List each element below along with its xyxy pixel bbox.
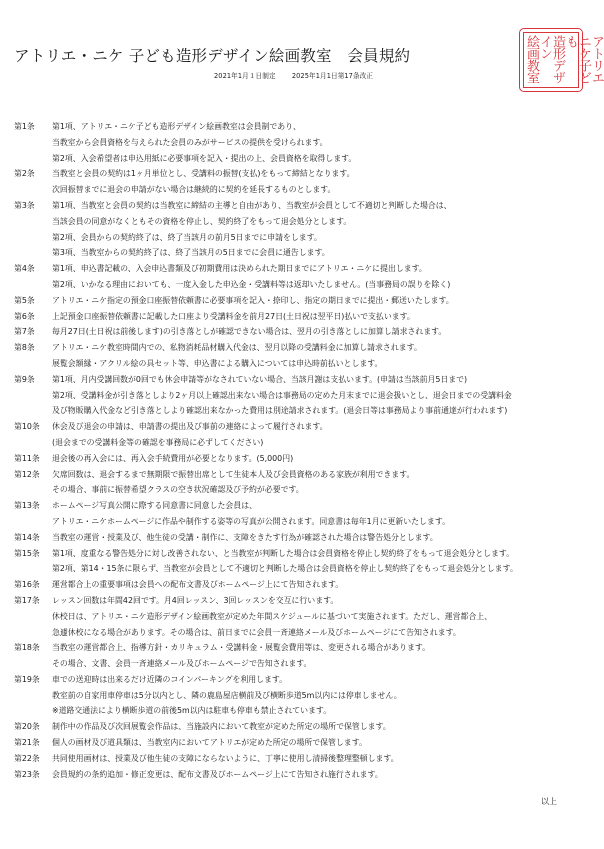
article-line: 当教室の運営都合上、指導方針・カリキュラム・受講料金・展覧会費用等は、変更される場合があります。	[52, 643, 431, 653]
article-number: 第20条	[14, 722, 40, 732]
article-body	[52, 166, 589, 198]
article-line: 休会及び退会の申請は、申請書の提出及び事前の連絡によって履行されます。	[52, 422, 328, 432]
article-line: 共同使用画材は、授業及び他生徒の支障にならないように、丁寧に使用し清掃後整理整頓します。	[52, 753, 399, 763]
article-line: 第1項、アトリエ・ニケ子ども造形デザイン絵画教室は会員制であり、	[52, 122, 301, 131]
article-line: 第1項、当教室と会員の契約は当教室に締結の主導と自由があり、当教室が会員として不適切と判断した場合は、	[52, 200, 452, 210]
article-number: 第3条	[14, 200, 35, 210]
article	[14, 593, 589, 640]
article-body	[52, 419, 589, 451]
article-number: 第1条	[14, 122, 35, 131]
article-body	[52, 546, 589, 578]
article-body	[52, 293, 589, 309]
article-line: 運営都合上の重要事項は会員への配布文書及びホームページ上にて告知されます。	[52, 580, 344, 590]
article	[14, 309, 589, 325]
article-number: 第17条	[14, 595, 40, 605]
date-line	[214, 70, 514, 80]
article-number: 第6条	[14, 311, 35, 321]
article-line: 当教室の運営・授業及び、他生徒の受講・制作に、支障をきたす行為が確認された場合は警告処分とします。	[52, 532, 438, 542]
article	[14, 293, 589, 309]
article-body	[52, 767, 589, 783]
article-body	[52, 672, 589, 719]
article-number: 第9条	[14, 374, 35, 384]
page-title: アトリエ・ニケ 子ども造形デザイン絵画教室 会員規約	[14, 47, 411, 65]
seal-column: 造形デザイン	[537, 35, 565, 83]
article-line: アトリエ・ニケ指定の預金口座振替依頼書に必要事項を記入・捺印し、指定の期日までに提出・郵送いたします。	[52, 295, 454, 305]
article	[14, 166, 589, 198]
article-number: 第22条	[14, 753, 40, 763]
article-line: 教室前の自家用車停車は5分以内とし、隣の鹿島屋店横前及び横断歩道5m以内には停車しません。	[52, 690, 402, 700]
article-number: 第21条	[14, 738, 40, 748]
article-body	[52, 309, 589, 325]
article-line: 展覧会額縁・アクリル絵の具セット等、申込書による購入については申込時前払いとします。	[52, 358, 383, 368]
article-line: 急遽休校になる場合があります。その場合は、前日までに会員一斉連絡メール及びホームページにて告知されます。	[52, 627, 461, 637]
article	[14, 419, 589, 451]
article-body	[52, 119, 589, 166]
article	[14, 672, 589, 719]
article	[14, 767, 589, 783]
article-line: 第2項、会員からの契約終了は、終了当該月の前月5日までに申請をします。	[52, 232, 322, 242]
article-number: 第2条	[14, 169, 35, 179]
article-body	[52, 735, 589, 751]
article-line: その場合、文書、会員一斉連絡メール及びホームページで告知されます。	[52, 659, 312, 669]
article-line: 次回振替までに退会の申請がない場合は継続的に契約を延長するものとします。	[52, 185, 336, 195]
article-body	[52, 324, 589, 340]
article-line: 当教室から会員資格を与えられた会員のみがサービスの提供を受けられます。	[52, 137, 328, 147]
article	[14, 451, 589, 467]
article	[14, 719, 589, 735]
seal-stamp	[519, 28, 604, 92]
article-line: 第1項、申込書記載の、入会申込書類及び初期費用は決められた期日までにアトリエ・ニケに提出します。	[52, 264, 427, 274]
article-line: その場合、事前に振替希望クラスの空き状況確認及び予約が必要です。	[52, 485, 304, 495]
articles-list	[14, 119, 589, 782]
article-number: 第13条	[14, 501, 40, 511]
revised-date: 2025年1月1日第17条改正	[291, 72, 374, 80]
article-number: 第23条	[14, 769, 40, 779]
article-line: ※道路交通法により横断歩道の前後5m以内は駐車も停車も禁止されています。	[52, 706, 332, 716]
article	[14, 546, 589, 578]
article-body	[52, 467, 589, 499]
article-line: 及び物販購入代金など引き落としより確認出来なかった費用は別途請求されます。(退会日等は事務局より事前通達が行われます)	[52, 406, 508, 416]
enacted-date: 2021年1月１日制定	[214, 72, 276, 80]
article-line: (退会までの受講料金等の確認を事務局に必ずしてください)	[52, 437, 264, 447]
article	[14, 324, 589, 340]
article-number: 第15条	[14, 548, 40, 558]
article-body	[52, 751, 589, 767]
article-line: 第2項、受講料金が引き落としより2ヶ月以上確認出来ない場合は事務局の定めた月末までに退会扱いとし、退会日までの受講料金	[52, 390, 512, 400]
article-line: アトリエ・ニケホームページに作品や制作する姿等の写真が公開されます。同意書は毎年1月に更新いたします。	[52, 516, 450, 526]
article-line: 第1項、度重なる警告処分に対し改善されない、と当教室が判断した場合は会員資格を停止し契約終了をもって退会処分とします。	[52, 548, 515, 558]
article	[14, 498, 589, 530]
article	[14, 261, 589, 293]
article	[14, 735, 589, 751]
article	[14, 372, 589, 419]
article-line: 第2項、入会希望者は申込用紙に必要事項を記入・提出の上、会員資格を取得します。	[52, 153, 357, 163]
article-number: 第19条	[14, 674, 40, 684]
article-body	[52, 577, 589, 593]
article-line: 会員規約の条約追加・修正変更は、配布文書及びホームページ上にて告知され施行されます。	[52, 769, 383, 779]
article-line: アトリエ・ニケ教室時間内での、私物消耗品材購入代金は、翌月以降の受講料金に加算し請求されます。	[52, 343, 422, 353]
article	[14, 467, 589, 499]
article-number: 第10条	[14, 422, 40, 432]
article-body	[52, 498, 589, 530]
article-body	[52, 198, 589, 261]
article-number: 第5条	[14, 295, 35, 305]
article-line: 第2項、いかなる理由においても、一度入金した申込金・受講料等は返却いたしません。(当事務局の誤りを除く)	[52, 279, 451, 289]
article-line: 上記預金口座振替依頼書に記載した口座より受講料金を前月27日(土日祝は翌平日)払いで支払います。	[52, 311, 415, 321]
article-body	[52, 719, 589, 735]
article-number: 第8条	[14, 343, 35, 353]
article-line: 車での送迎時は出来るだけ近隣のコインパーキングを利用します。	[52, 674, 288, 684]
article-line: 当教室と会員の契約は1ヶ月単位とし、受講料の振替(支払)をもって締結となります。	[52, 169, 355, 179]
end-mark: 以上	[541, 797, 557, 806]
article-number: 第12条	[14, 469, 40, 479]
article-number: 第18条	[14, 643, 40, 653]
article-number: 第14条	[14, 532, 40, 542]
article-number: 第4条	[14, 264, 35, 274]
article-line: 欠席回数は、退会するまで無期限で振替出席として生徒本人及び会員資格のある家族が利用できます。	[52, 469, 415, 479]
seal-column: アトリエ	[589, 35, 604, 83]
article-line: レッスン回数は年間42回です。月4回レッスン、3回レッスンを交互に行います。	[52, 595, 339, 605]
article-number: 第16条	[14, 580, 40, 590]
article	[14, 119, 589, 166]
article	[14, 751, 589, 767]
article-line: 第3項、当教室からの契約終了は、終了当該月の5日までに会員に通告します。	[52, 248, 330, 258]
article-body	[52, 261, 589, 293]
article-line: 第2項、第14・15条に限らず、当教室が会員として不適切と判断した場合は会員資格を停止し契約終了をもって退会処分とします。	[52, 564, 518, 574]
article-body	[52, 530, 589, 546]
article-line: 当該会員の同意がなくともその資格を停止し、契約終了をもって退会処分とします。	[52, 216, 352, 226]
article-body	[52, 593, 589, 640]
article-body	[52, 340, 589, 372]
article-number: 第7条	[14, 327, 35, 337]
article	[14, 530, 589, 546]
seal-column: 絵画教室	[524, 35, 539, 83]
article-line: 個人の画材及び道具類は、当教室内においてアトリエが定めた所定の場所で保管します。	[52, 738, 367, 748]
article-line: 毎月27日(土日祝は前後します)の引き落としが確認できない場合は、翌月の引き落としに加算し請求されます。	[52, 327, 447, 337]
article-line: 休校日は、アトリエ・ニケ造形デザイン絵画教室が定めた年間スケジュールに基づいて実施されます。ただし、運営都合上、	[52, 611, 493, 621]
article	[14, 198, 589, 261]
article-line: ホームページ写真公開に際する同意書に同意した会員は、	[52, 501, 258, 511]
seal-column: ニケ子ども	[563, 35, 591, 83]
article	[14, 640, 589, 672]
article	[14, 340, 589, 372]
article	[14, 577, 589, 593]
article-body	[52, 640, 589, 672]
article-line: 制作中の作品及び次回展覧会作品は、当施設内において教室が定めた所定の場所で保管します。	[52, 722, 391, 732]
article-line: 退会後の再入会には、再入会手続費用が必要となります。(5,000円)	[52, 453, 294, 463]
seal-inner	[523, 32, 604, 88]
article-body	[52, 372, 589, 419]
article-line: 第1項、月内受講回数が0回でも休会申請等がなされていない場合、当該月謝は支払います。(申請は当該前月5日まで)	[52, 374, 468, 384]
article-number: 第11条	[14, 453, 40, 463]
article-body	[52, 451, 589, 467]
